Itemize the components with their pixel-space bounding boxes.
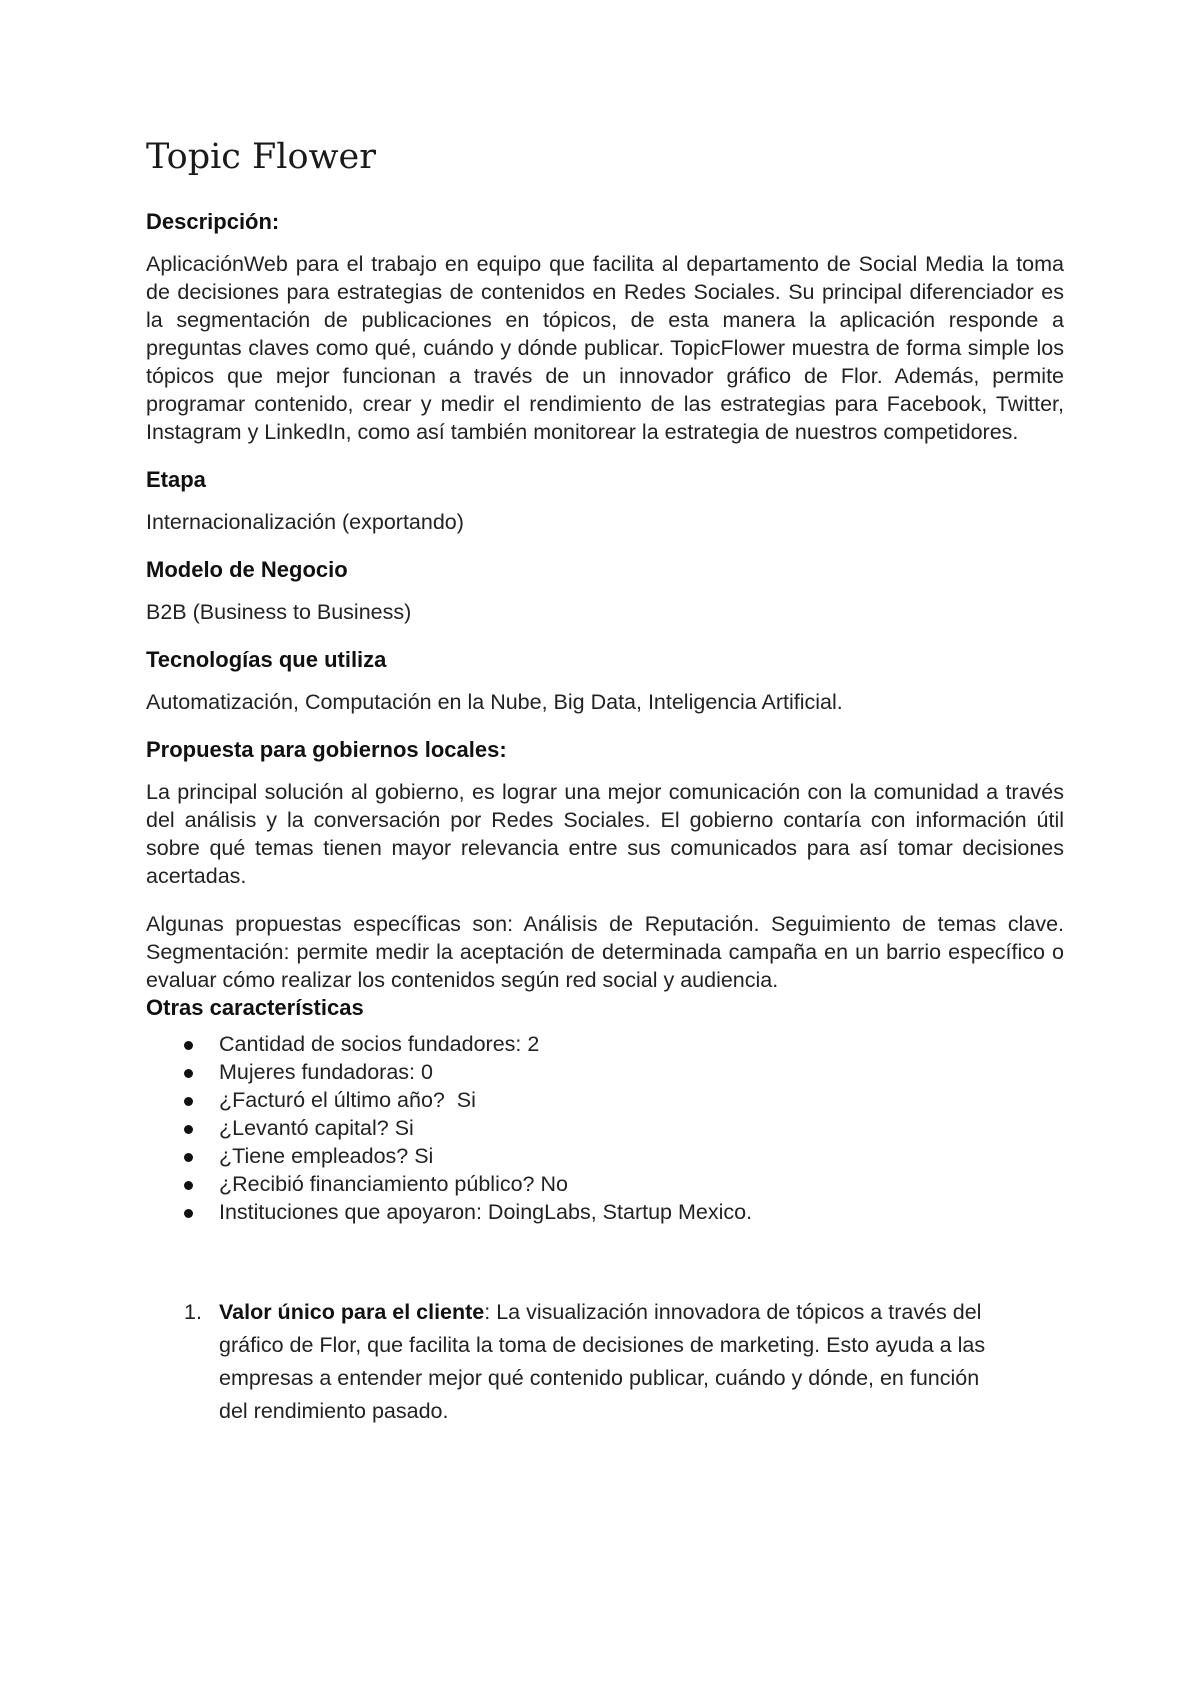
propuesta-paragraph: La principal solución al gobierno, es lograr una mejor comunicación con la comunidad a través del análisis y la conversación por Redes Sociales. El gobierno contaría con información útil sobre qué temas tienen mayor relevancia entre sus comunicados para así tomar decisiones acertadas. [146, 780, 1064, 888]
modelo-heading: Modelo de Negocio [146, 557, 348, 582]
list-item [146, 1170, 1064, 1198]
list-item-text: Mujeres fundadoras: 0 [219, 1060, 433, 1084]
modelo-text: B2B (Business to Business) [146, 600, 412, 624]
list-item-text: Instituciones que apoyaron: DoingLabs, Startup Mexico. [219, 1200, 753, 1224]
bullet-icon [184, 1125, 193, 1134]
propuesta-paragraph: Algunas propuestas específicas son: Análisis de Reputación. Seguimiento de temas clave. Segmentación: permite medir la aceptación de determinada campaña en un barrio específico o evaluar cómo realizar los contenidos según red social y audiencia. [146, 912, 1064, 992]
tecnologias-heading: Tecnologías que utiliza [146, 647, 387, 672]
document-title: Topic Flower [146, 137, 376, 177]
list-item-text: Cantidad de socios fundadores: 2 [219, 1032, 540, 1056]
item-lead: Valor único para el cliente [219, 1300, 485, 1324]
tecnologias-text: Automatización, Computación en la Nube, Big Data, Inteligencia Artificial. [146, 690, 843, 714]
bullet-icon [184, 1181, 193, 1190]
list-item [146, 1198, 1064, 1226]
numbered-list [146, 1296, 1064, 1428]
bullet-icon [184, 1041, 193, 1050]
bullet-icon [184, 1153, 193, 1162]
list-item-text: ¿Facturó el último año? Si [219, 1088, 476, 1112]
item-text: : La visualización innovadora de tópicos a través del gráfico de Flor, que facilita la toma de decisiones de marketing. Esto ayuda a las empresas a entender mejor qué contenido publicar, cuándo y dónde, en función del rendimiento pasado. [219, 1300, 986, 1423]
list-item [146, 1058, 1064, 1086]
document-content [146, 136, 1064, 1428]
bullet-icon [184, 1209, 193, 1218]
list-item [146, 1086, 1064, 1114]
list-item-text: ¿Levantó capital? Si [219, 1116, 414, 1140]
propuesta-heading: Propuesta para gobiernos locales: [146, 737, 507, 762]
list-item-text: ¿Recibió financiamiento público? No [219, 1172, 568, 1196]
numbered-item [146, 1296, 1009, 1428]
list-item [146, 1114, 1064, 1142]
item-number: 1. [184, 1300, 202, 1324]
list-item [146, 1142, 1064, 1170]
descripcion-text: AplicaciónWeb para el trabajo en equipo que facilita al departamento de Social Media la toma de decisiones para estrategias de contenidos en Redes Sociales. Su principal diferenciador es la segmentación de publicaciones en tópicos, de esta manera la aplicación responde a preguntas claves como qué, cuándo y dónde publicar. TopicFlower muestra de forma simple los tópicos que mejor funcionan a través de un innovador gráfico de Flor. Además, permite programar contenido, crear y medir el rendimiento de las estrategias para Facebook, Twitter, Instagram y LinkedIn, como así también monitorear la estrategia de nuestros competidores. [146, 252, 1064, 444]
bullet-icon [184, 1097, 193, 1106]
descripcion-heading: Descripción: [146, 209, 280, 234]
list-item-text: ¿Tiene empleados? Si [219, 1144, 434, 1168]
bullet-icon [184, 1069, 193, 1078]
etapa-heading: Etapa [146, 467, 206, 492]
otras-list [146, 1030, 1064, 1226]
otras-heading: Otras características [146, 995, 364, 1020]
etapa-text: Internacionalización (exportando) [146, 510, 464, 534]
list-item [146, 1030, 1064, 1058]
